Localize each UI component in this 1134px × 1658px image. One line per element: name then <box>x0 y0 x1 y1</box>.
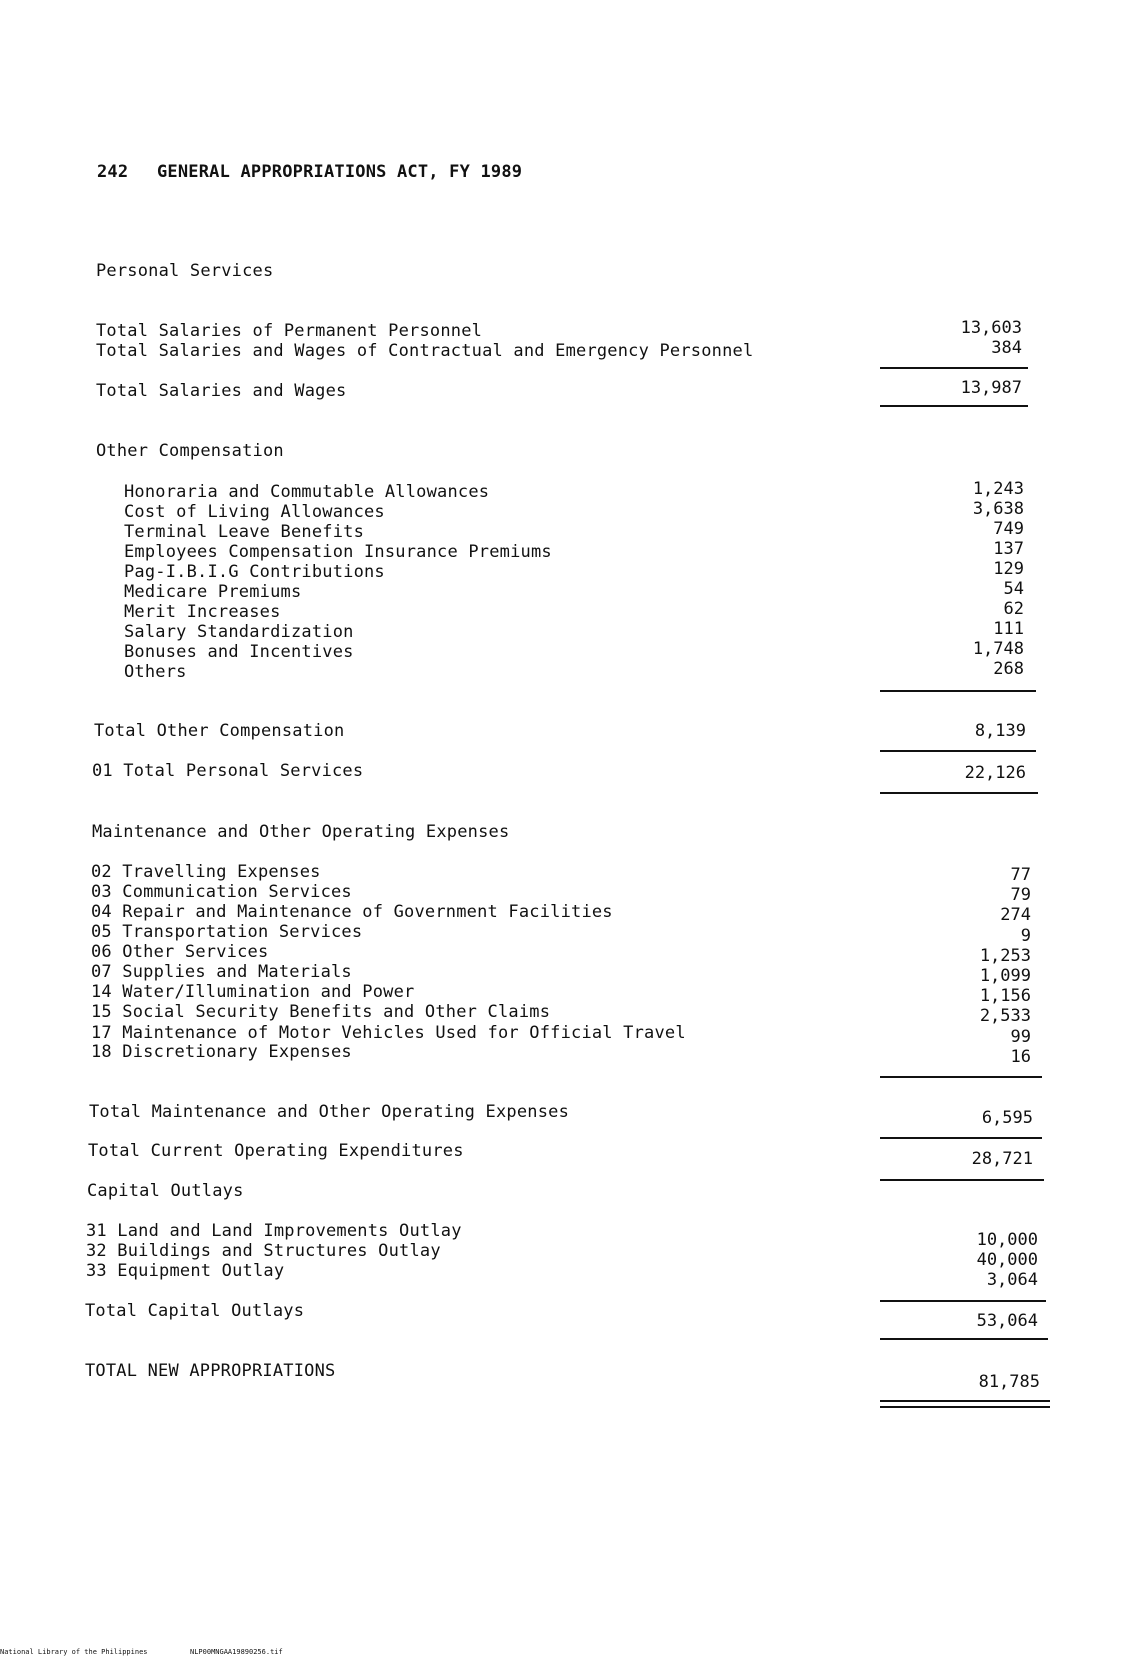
line-amount: 749 <box>993 519 1024 539</box>
line-label: Merit Increases <box>124 602 281 622</box>
total-amount: 22,126 <box>964 763 1026 783</box>
line-amount: 13,603 <box>960 318 1022 338</box>
total-label: Total Maintenance and Other Operating Expenses <box>89 1102 570 1122</box>
line-amount: 10,000 <box>976 1230 1038 1250</box>
line-amount: 77 <box>1010 865 1031 885</box>
personal-services-heading: Personal Services <box>96 261 274 281</box>
line-amount: 3,064 <box>986 1270 1038 1290</box>
total-rule <box>880 792 1038 794</box>
line-label: 14 Water/Illumination and Power <box>91 982 415 1002</box>
line-amount: 137 <box>993 539 1024 559</box>
line-label: 17 Maintenance of Motor Vehicles Used for Official Travel <box>91 1023 686 1043</box>
footer-file: NLP00MNGAA19890256.tif <box>190 1648 283 1656</box>
line-amount: 99 <box>1010 1027 1031 1047</box>
total-label: Total Other Compensation <box>94 721 345 741</box>
total-amount: 8,139 <box>974 721 1026 741</box>
line-amount: 1,243 <box>972 479 1024 499</box>
total-rule <box>880 1179 1044 1181</box>
subtotal-rule <box>880 1076 1042 1078</box>
total-label: Total Current Operating Expenditures <box>88 1141 464 1161</box>
total-amount: 6,595 <box>981 1108 1033 1128</box>
total-label: 01 Total Personal Services <box>92 761 364 781</box>
line-label: 04 Repair and Maintenance of Government Facilities <box>91 902 613 922</box>
subtotal-rule <box>880 1300 1046 1302</box>
subtotal-rule <box>880 367 1028 369</box>
line-amount: 268 <box>993 659 1024 679</box>
line-label: Medicare Premiums <box>124 582 302 602</box>
line-label: 18 Discretionary Expenses <box>91 1042 352 1062</box>
mooe-heading: Maintenance and Other Operating Expenses <box>92 822 510 842</box>
line-amount: 129 <box>993 559 1024 579</box>
line-label: 02 Travelling Expenses <box>91 862 321 882</box>
other-compensation-heading: Other Compensation <box>96 441 284 461</box>
line-label: Terminal Leave Benefits <box>124 522 365 542</box>
line-label: Bonuses and Incentives <box>124 642 354 662</box>
grand-total-double-rule <box>880 1400 1050 1408</box>
line-amount: 1,156 <box>979 986 1031 1006</box>
total-label: Total Salaries and Wages <box>96 381 347 401</box>
total-rule <box>880 405 1028 407</box>
total-amount: 53,064 <box>976 1311 1038 1331</box>
line-amount: 1,748 <box>972 639 1024 659</box>
total-rule <box>880 750 1036 752</box>
line-label: Pag-I.B.I.G Contributions <box>124 562 385 582</box>
line-amount: 3,638 <box>972 499 1024 519</box>
line-amount: 16 <box>1010 1047 1031 1067</box>
line-label: 32 Buildings and Structures Outlay <box>86 1241 441 1261</box>
total-amount: 13,987 <box>960 378 1022 398</box>
line-label: 31 Land and Land Improvements Outlay <box>86 1221 462 1241</box>
total-rule <box>880 1338 1048 1340</box>
line-amount: 1,253 <box>979 946 1031 966</box>
page-title: GENERAL APPROPRIATIONS ACT, FY 1989 <box>157 162 523 182</box>
line-label: Others <box>124 662 187 682</box>
line-amount: 62 <box>1003 599 1024 619</box>
line-label: 03 Communication Services <box>91 882 352 902</box>
capital-outlays-heading: Capital Outlays <box>87 1181 244 1201</box>
line-label: Total Salaries of Permanent Personnel <box>96 321 483 341</box>
line-label: 33 Equipment Outlay <box>86 1261 285 1281</box>
grand-total-label: TOTAL NEW APPROPRIATIONS <box>85 1361 336 1381</box>
total-rule <box>880 1137 1042 1139</box>
footer-library: National Library of the Philippines <box>0 1648 148 1656</box>
grand-total-amount: 81,785 <box>978 1372 1040 1392</box>
total-label: Total Capital Outlays <box>85 1301 305 1321</box>
line-amount: 111 <box>993 619 1024 639</box>
line-amount: 1,099 <box>979 966 1031 986</box>
line-label: 05 Transportation Services <box>91 922 363 942</box>
line-amount: 9 <box>1020 926 1031 946</box>
line-amount: 384 <box>991 338 1022 358</box>
line-amount: 2,533 <box>979 1006 1031 1026</box>
line-label: Employees Compensation Insurance Premiums <box>124 542 552 562</box>
line-label: Total Salaries and Wages of Contractual and Emergency Personnel <box>96 341 754 361</box>
line-label: 15 Social Security Benefits and Other Claims <box>91 1002 551 1022</box>
line-amount: 54 <box>1003 579 1024 599</box>
line-amount: 79 <box>1010 885 1031 905</box>
line-amount: 40,000 <box>976 1250 1038 1270</box>
line-label: Salary Standardization <box>124 622 354 642</box>
line-label: Honoraria and Commutable Allowances <box>124 482 490 502</box>
line-amount: 274 <box>1000 905 1031 925</box>
total-amount: 28,721 <box>971 1149 1033 1169</box>
page-number: 242 <box>97 162 129 182</box>
line-label: 07 Supplies and Materials <box>91 962 352 982</box>
subtotal-rule <box>880 690 1036 692</box>
line-label: Cost of Living Allowances <box>124 502 385 522</box>
line-label: 06 Other Services <box>91 942 269 962</box>
